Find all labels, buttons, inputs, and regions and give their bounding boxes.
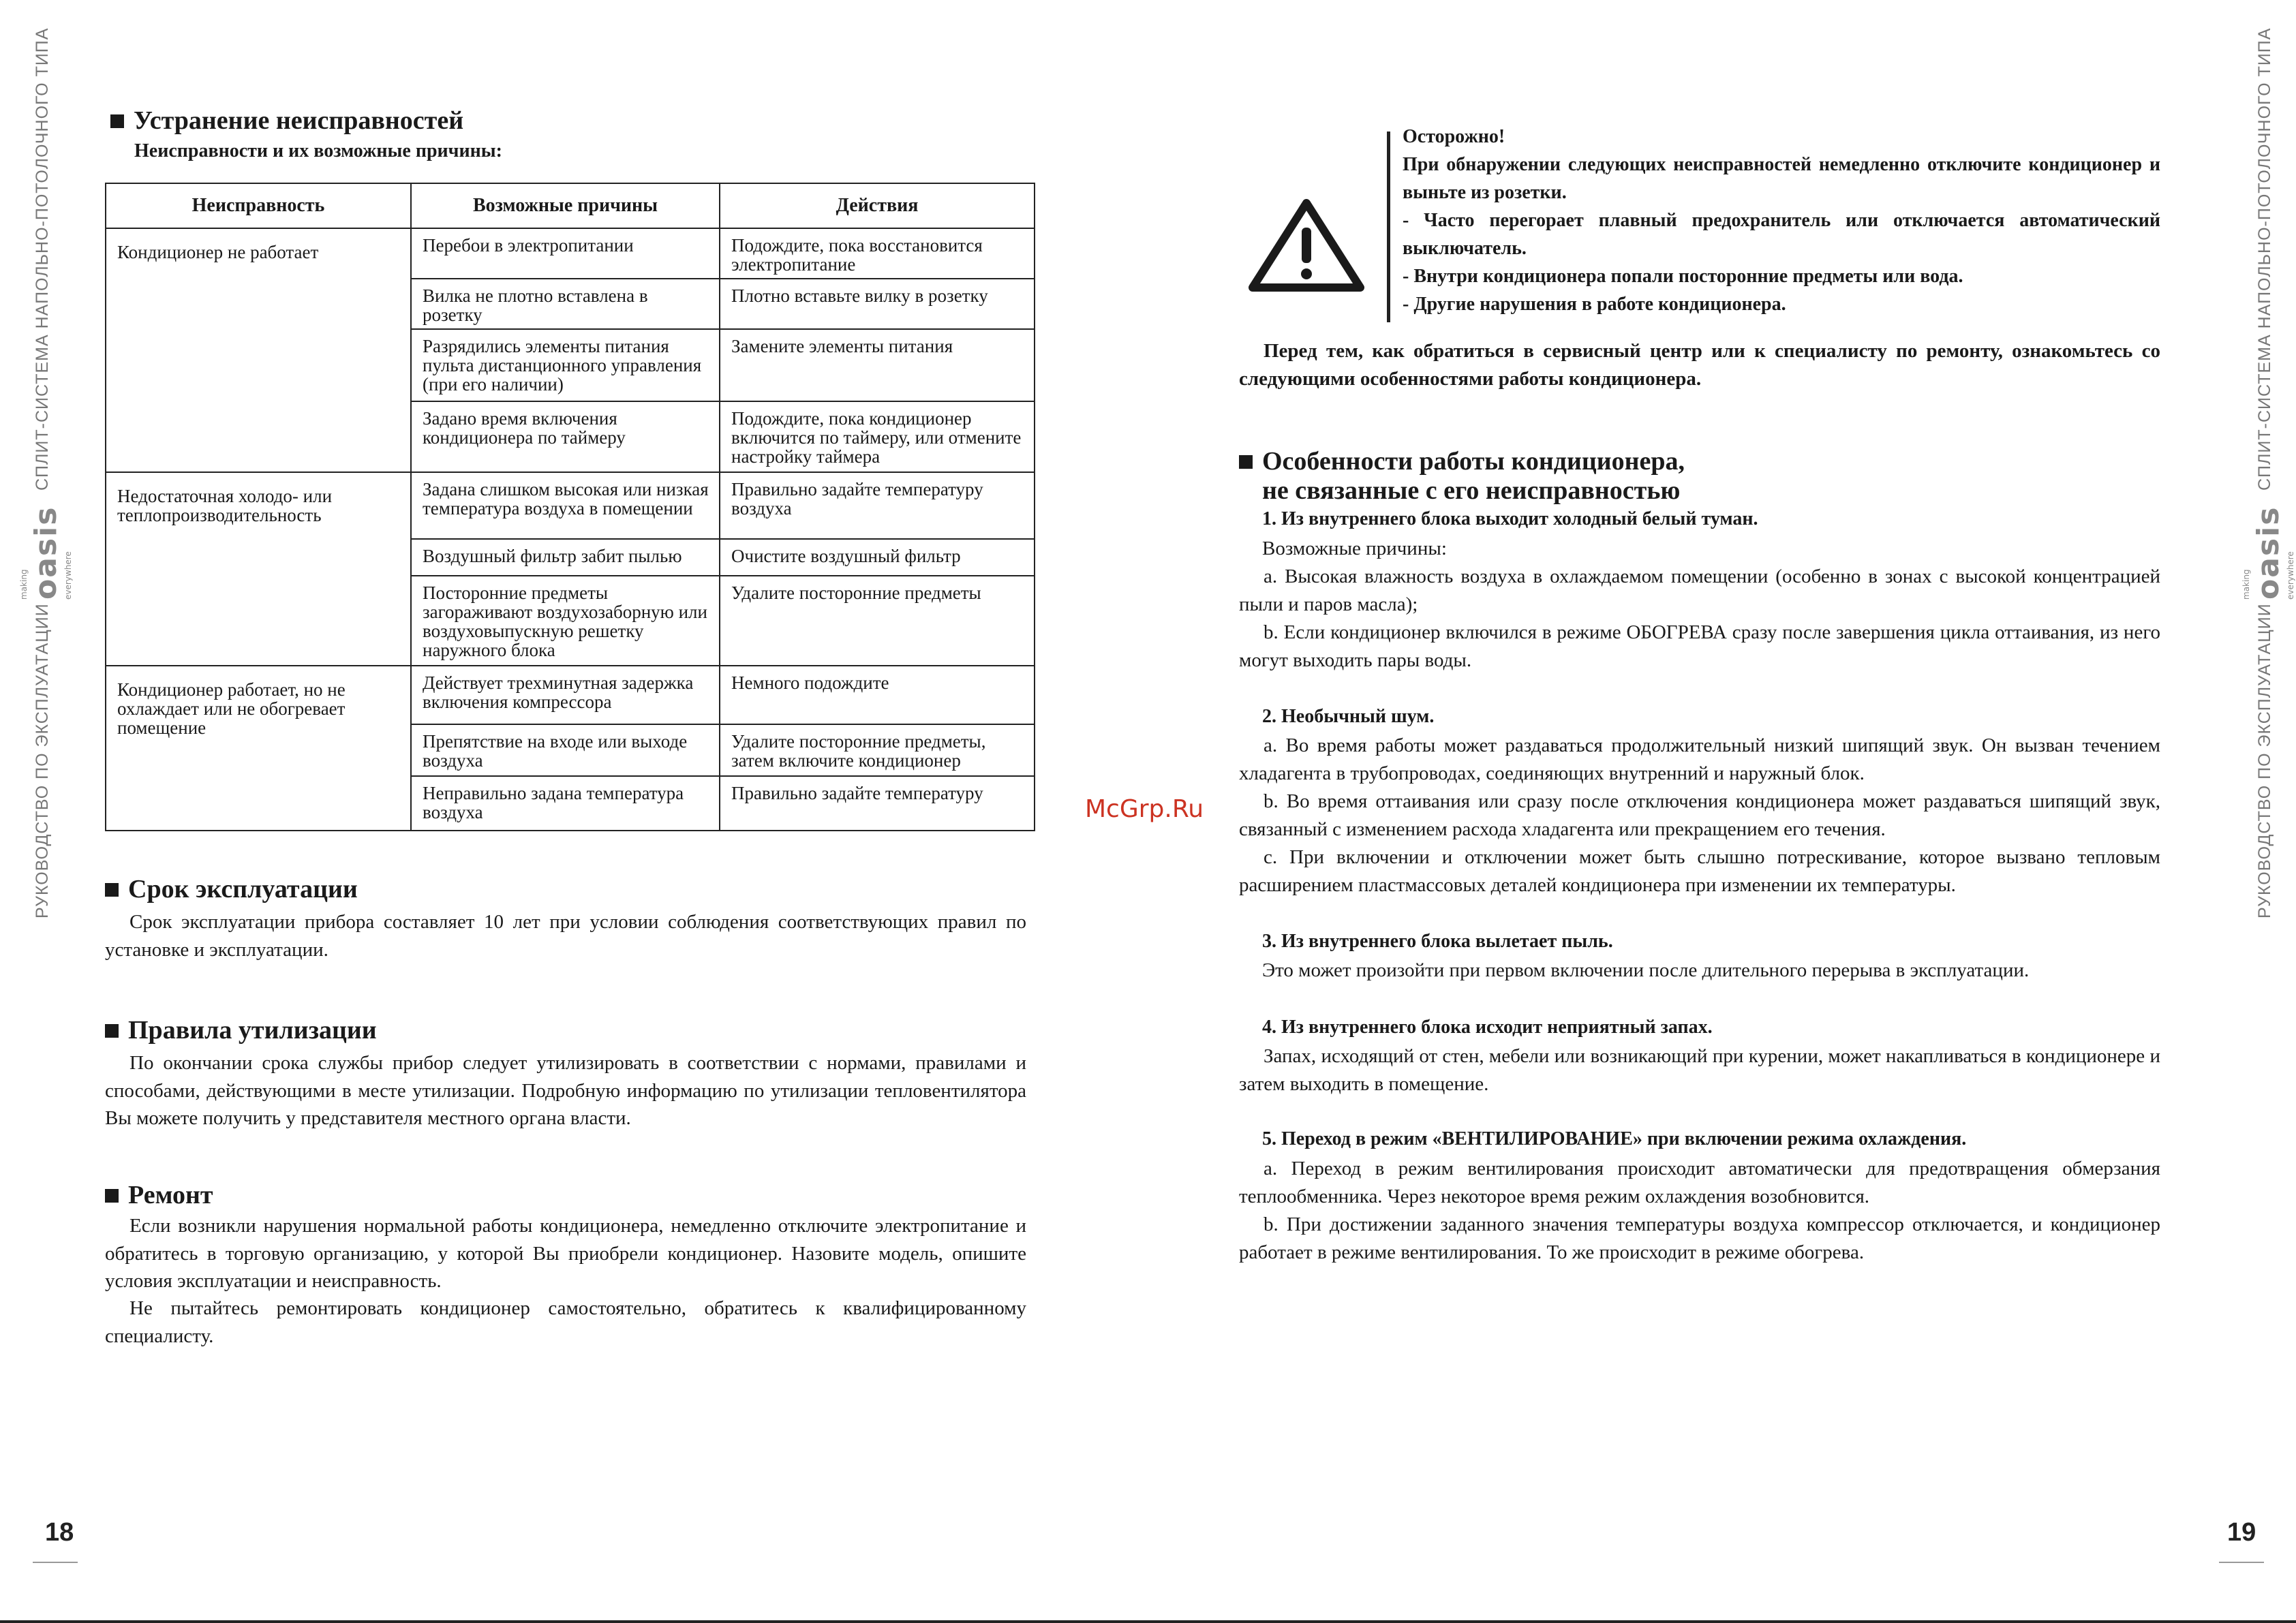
problem-cell: Кондиционер не работает bbox=[106, 228, 411, 472]
feature-1-intro: Возможные причины: bbox=[1262, 538, 1447, 559]
feature-3-text: Это может произойти при первом включении после длительного перерыва в эксплуатации. bbox=[1262, 959, 2030, 981]
warning-block bbox=[1403, 123, 2160, 318]
feature-5-a: a. Переход в режим вентилирования происходит автоматически для предотвращения обмерзания теплообменника. Через некоторое время режим охлаждения возобновится. bbox=[1239, 1158, 2160, 1207]
feature-2-a: a. Во время работы может раздаваться продолжительный низкий шипящий звук. Он вызван течением хладагента в трубопроводах, соединяющих внутренний и наружный блок. bbox=[1239, 735, 2160, 784]
cause-cell: Задана слишком высокая или низкая температура воздуха в помещении bbox=[411, 472, 720, 539]
logo-tagline-bottom: everywhere bbox=[63, 551, 73, 600]
watermark: McGrp.Ru bbox=[1085, 795, 1204, 823]
bullet-square-icon bbox=[105, 883, 119, 897]
service-life-text: Срок эксплуатации прибора составляет 10 лет при условии соблюдения соответствующих правил по установке и эксплуатации. bbox=[105, 911, 1026, 961]
cause-cell: Препятствие на входе или выходе воздуха bbox=[411, 724, 720, 776]
table-header-row bbox=[106, 183, 1035, 228]
action-cell: Правильно задайте температуру воздуха bbox=[720, 472, 1035, 539]
features-heading-line2: не связанные с его неисправностью bbox=[1262, 476, 1681, 505]
bullet-square-icon bbox=[1239, 455, 1253, 469]
features-title-line1: Особенности работы кондиционера, bbox=[1262, 447, 1685, 476]
cause-cell: Вилка не плотно вставлена в розетку bbox=[411, 279, 720, 329]
feature-2-b: b. Во время оттаивания или сразу после отключения кондиционера может раздаваться шипящий звук, связанный с изменением расхода хладагента или прекращением его течения. bbox=[1239, 790, 2160, 840]
right-side-title: СПЛИТ-СИСТЕМА НАПОЛЬНО-ПОТОЛОЧНОГО ТИПА bbox=[2255, 27, 2274, 491]
left-side-subtitle: РУКОВОДСТВО ПО ЭКСПЛУАТАЦИИ bbox=[33, 603, 52, 918]
warning-line: - Внутри кондиционера попали посторонние предметы или вода. bbox=[1403, 266, 1963, 287]
table-row bbox=[106, 472, 1035, 539]
header-problem: Неисправность bbox=[106, 183, 411, 228]
feature-1-title: 1. Из внутреннего блока выходит холодный белый туман. bbox=[1262, 508, 1758, 529]
header-causes: Возможные причины bbox=[411, 183, 720, 228]
right-side-subtitle: РУКОВОДСТВО ПО ЭКСПЛУАТАЦИИ bbox=[2255, 603, 2274, 918]
logo-tagline-top: making bbox=[2241, 569, 2251, 600]
left-margin bbox=[0, 0, 82, 981]
cause-cell: Разрядились элементы питания пульта дистанционного управления (при его наличии) bbox=[411, 329, 720, 401]
action-cell: Плотно вставьте вилку в розетку bbox=[720, 279, 1035, 329]
logo-brand: oasis bbox=[29, 506, 63, 600]
action-cell: Подождите, пока восстановится электропитание bbox=[720, 228, 1035, 279]
warning-line: - Часто перегорает плавный предохранитель или отключается автоматический выключатель. bbox=[1403, 210, 2160, 259]
cause-cell: Задано время включения кондиционера по таймеру bbox=[411, 401, 720, 472]
feature-3-title: 3. Из внутреннего блока вылетает пыль. bbox=[1262, 931, 1613, 952]
cause-cell: Посторонние предметы загораживают воздухозаборную или воздуховыпускную решетку наружного блока bbox=[411, 576, 720, 666]
warning-line: При обнаружении следующих неисправностей немедленно отключите кондиционер и выньте из розетки. bbox=[1403, 154, 2160, 203]
cause-cell: Неправильно задана температура воздуха bbox=[411, 776, 720, 831]
repair-title: Ремонт bbox=[128, 1181, 213, 1209]
oasis-logo-right bbox=[2241, 506, 2295, 600]
warning-title: Осторожно! bbox=[1403, 126, 1505, 147]
action-cell: Правильно задайте температуру bbox=[720, 776, 1035, 831]
warning-triangle-icon bbox=[1247, 198, 1366, 293]
disposal-title: Правила утилизации bbox=[128, 1016, 377, 1045]
disposal-heading bbox=[105, 1015, 377, 1045]
action-cell: Замените элементы питания bbox=[720, 329, 1035, 401]
repair-text-2: Не пытайтесь ремонтировать кондиционер самостоятельно, обратитесь к квалифицированному специалисту. bbox=[105, 1297, 1026, 1347]
feature-4-title: 4. Из внутреннего блока исходит неприятный запах. bbox=[1262, 1017, 1713, 1038]
feature-4-text: Запах, исходящий от стен, мебели или возникающий при курении, может накапливаться в кондиционере и затем выходить в помещение. bbox=[1239, 1045, 2160, 1095]
action-cell: Очистите воздушный фильтр bbox=[720, 539, 1035, 576]
logo-brand: oasis bbox=[2251, 506, 2286, 600]
page-number-rule-right bbox=[2219, 1562, 2264, 1563]
bullet-square-icon bbox=[105, 1024, 119, 1038]
left-side-title: СПЛИТ-СИСТЕМА НАПОЛЬНО-ПОТОЛОЧНОГО ТИПА bbox=[33, 27, 52, 491]
troubleshoot-table bbox=[105, 183, 1035, 831]
right-margin bbox=[2214, 0, 2296, 981]
action-cell: Удалите посторонние предметы, затем включите кондиционер bbox=[720, 724, 1035, 776]
problem-cell: Недостаточная холодо- или теплопроизводительность bbox=[106, 472, 411, 666]
feature-1-a: a. Высокая влажность воздуха в охлаждаемом помещении (особенно в зонах с высокой концентрацией пыли и паров масла); bbox=[1239, 566, 2160, 615]
repair-text-1: Если возникли нарушения нормальной работы кондиционера, немедленно отключите электропитание и обратитесь в торговую организацию, у которой Вы приобрели кондиционер. Назовите модель, опишите условия эксплуатации и неисправность. bbox=[105, 1215, 1026, 1292]
feature-1-b: b. Если кондиционер включился в режиме ОБОГРЕВА сразу после завершения цикла оттаивания, из него могут выходить пары воды. bbox=[1239, 621, 2160, 671]
action-cell: Удалите посторонние предметы bbox=[720, 576, 1035, 666]
table-row bbox=[106, 228, 1035, 279]
problem-cell: Кондиционер работает, но не охлаждает или не обогревает помещение bbox=[106, 666, 411, 831]
table-row bbox=[106, 666, 1035, 724]
action-cell: Немного подождите bbox=[720, 666, 1035, 724]
cause-cell: Действует трехминутная задержка включения компрессора bbox=[411, 666, 720, 724]
logo-tagline-top: making bbox=[19, 569, 29, 600]
logo-tagline-bottom: everywhere bbox=[2286, 551, 2295, 600]
repair-heading bbox=[105, 1180, 213, 1210]
bullet-square-icon bbox=[105, 1189, 119, 1203]
troubleshoot-heading bbox=[110, 106, 463, 136]
header-actions: Действия bbox=[720, 183, 1035, 228]
service-life-title: Срок эксплуатации bbox=[128, 875, 358, 903]
before-service-text: Перед тем, как обратиться в сервисный центр или к специалисту по ремонту, ознакомьтесь со следующими особенностями работы кондиционера. bbox=[1239, 340, 2160, 390]
bullet-square-icon bbox=[110, 114, 124, 128]
feature-5-b: b. При достижении заданного значения температуры воздуха компрессор отключается, и кондиционер работает в режиме вентилирования. То же происходит в режиме обогрева. bbox=[1239, 1214, 2160, 1263]
action-cell: Подождите, пока кондиционер включится по таймеру, или отмените настройку таймера bbox=[720, 401, 1035, 472]
feature-5-title: 5. Переход в режим «ВЕНТИЛИРОВАНИЕ» при включении режима охлаждения. bbox=[1262, 1128, 1967, 1149]
feature-2-title: 2. Необычный шум. bbox=[1262, 706, 1435, 727]
features-heading bbox=[1239, 446, 1685, 476]
warning-line: - Другие нарушения в работе кондиционера. bbox=[1403, 294, 1786, 315]
disposal-text: По окончании срока службы прибор следует утилизировать в соответствии с нормами, правилами и способами, действующими в месте утилизации. Подробную информацию по утилизации тепловентилятора Вы можете получить у представителя местного органа власти. bbox=[105, 1052, 1026, 1129]
feature-2-c: c. При включении и отключении может быть слышно потрескивание, которое вызвано тепловым расширением пластмассовых деталей кондиционера при изменении их температуры. bbox=[1239, 846, 2160, 896]
page-number-rule-left bbox=[33, 1562, 78, 1563]
troubleshoot-title: Устранение неисправностей bbox=[134, 106, 464, 135]
cause-cell: Воздушный фильтр забит пылью bbox=[411, 539, 720, 576]
cause-cell: Перебои в электропитании bbox=[411, 228, 720, 279]
warning-bar bbox=[1387, 132, 1390, 322]
troubleshoot-subtitle: Неисправности и их возможные причины: bbox=[134, 140, 502, 161]
page-number-left: 18 bbox=[45, 1518, 74, 1547]
page-number-right: 19 bbox=[2227, 1518, 2256, 1547]
bottom-rule bbox=[0, 1620, 2296, 1623]
oasis-logo-left bbox=[19, 506, 73, 600]
service-life-heading bbox=[105, 874, 358, 904]
